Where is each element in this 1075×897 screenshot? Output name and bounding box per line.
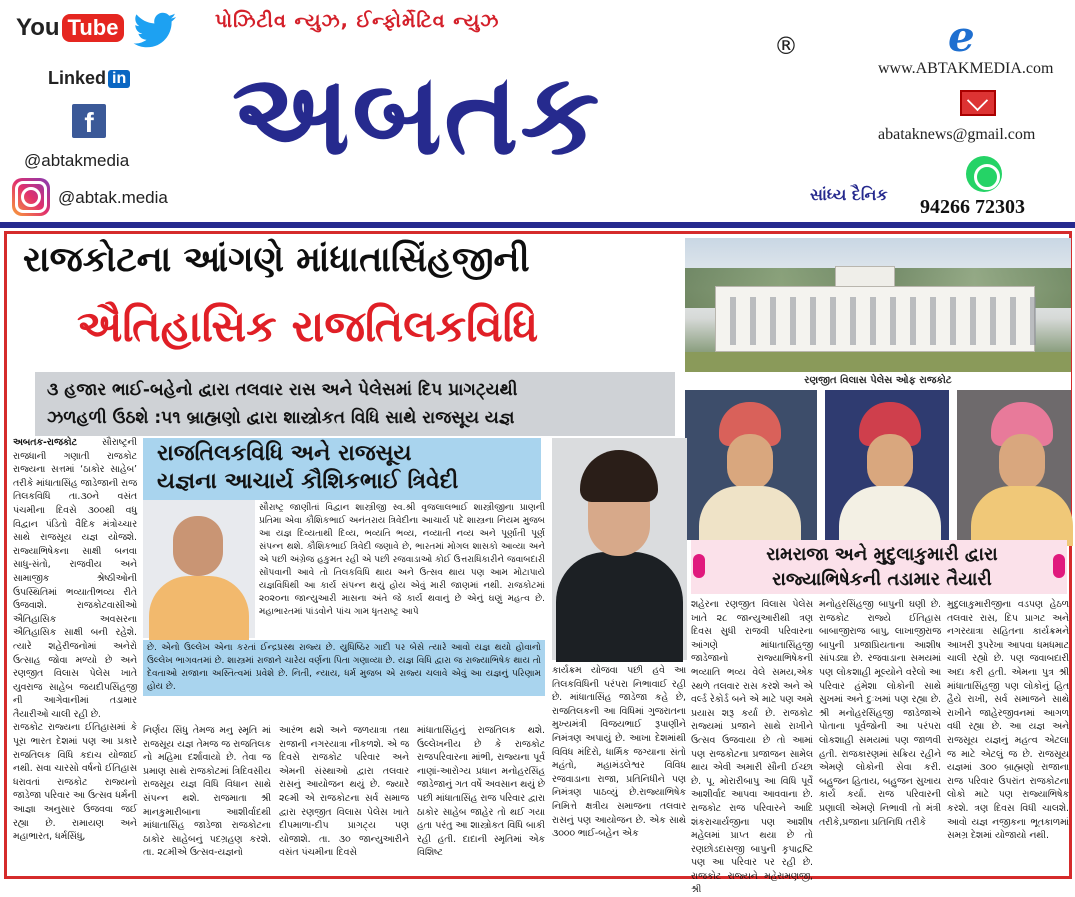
masthead-divider [0, 222, 1075, 228]
subhead-1-line-1: રાજતિલકવિધિ અને રાજસૂય [157, 441, 412, 466]
twitter-icon[interactable] [132, 12, 178, 52]
edition-label: સાંધ્ય દૈનિક [810, 185, 888, 204]
portrait-photo-1 [685, 390, 817, 540]
subhead-2-line-2: રાજ્યાભિષેકની તડામાર તૈયારી [772, 569, 992, 590]
subhead-2-line-1: રામરાજા અને મુદુલાકુમારી દ્વારા [766, 544, 998, 565]
photo-palace-building [715, 286, 1035, 352]
column-7: મનોહરસિંહજી બાપુની ઘણી છે. રાજકોટ રાજ્યે ઈતિહાસ બાબાજીરાજ બાપુ, લાખાજીરાજ બાપુની પ્રજાપ્રિયતાના આશીષ સાંપડ્યા છે. રજવાડાના સમયમાં પણ લોકશાહી મૂલ્યોને વરેલો આ પરિવાર હંમેશા લોકોની સાથે સુખમાં અને દુઃખમાં પણ રહ્યા છે. શ્રી મનોહરસિંહજી જાડેજાએ પોતાના પૂર્વજોની આ પરંપરા લોકશાહી સમયમાં પણ જાળવી હતી. રાજકારણમાં સક્રિય રહીને એમણે લોકોની સેવા કરી. બહુજન હિતાય, બહુજન સુખાય કાર્ય કર્યા. રાજ પરિવારની પ્રણાલી એમણે નિભાવી તો મંત્રી તરીકે,પ્રજાના પ્રતિનિધિ તરીકે [819, 599, 941, 828]
mail-icon [960, 90, 996, 116]
bullet-left [693, 554, 705, 578]
column-1a-text: સૌરાષ્ટ્રની રાજધાની ગણાતી રાજકોટ રાજ્યના સત્તમાં ‘ઠાકોર સાહેબ’ તરીકે માંધાતાસિંહ જાડેજાની રાજ તિલકવિધિ તા.૩૦ને વસંત પંચમીના દિવસે ૩૦૦થી વધુ વિદ્વાન પંડિતો વૈદિક મંત્રોચ્ચાર સાથે રાજસૂય યજ્ઞ યોજશે. રાજ્યાભિષેકના સાક્ષી બનવા સાધુ-સંતો, રાજવીય અને સામાજીક શ્રેષ્ઠીઓની ઉપસ્થિતિમાં ભવ્યાતીભવ્ય રીતે ઉજવાશે. રાજકોટવાસીઓ ઐતિહાસિક અવસરના ઐતિહાસિક સાક્ષી બની રહેશે. ત્યારે શહેરીજનોમાં અનેરો ઉત્સાહ જોવા મળ્યો છે અને રણજીત વિલાસ પેલેસ ખાતે યુવરાજ સાહેબ જયદીપસિંહજી ની આગેવાનીમાં તડામાર તૈયારીઓ ચાલી રહી છે. [13, 437, 137, 720]
email-link[interactable]: abataknews@gmail.com [878, 126, 1036, 143]
instagram-handle[interactable]: @abtak.media [58, 188, 168, 207]
portrait-photo-3 [957, 390, 1071, 540]
deck-line-1: ૩ હજાર ભાઈ-બહેનો દ્વારા તલવાર રાસ અને પેલેસમાં દિપ પ્રાગટ્યથી [47, 380, 518, 400]
column-5: કાર્યક્રમ યોજવા પછી હવે આ તિલકવિધિની પરંપરા નિભાવાઈ રહી છે. માંધાતાસિંહ જાડેજા કહે છે, રાજતિલકની આ વિધિમાં ગુજરાતના મુખ્યમંત્રી વિજયભાઈ રૂપાણીને નિમંત્રણ અપાયું છે. આખા દેશમાંથી વિવિધ મંદિરો, ધાર્મિક જગ્યાના સંતો મહંતો, મહામંડલેશ્વર વિવિધ રજવાડાના રાજા, પ્રતિનિધીને પણ નિમંત્રણ પાઠવ્યું છે.રાજ્યાભિષેક નિમિત્તે ક્ષત્રીય સમાજના તલવાર રાસનું પણ આયોજન છે. એક સાથે ૩૦૦૦ ભાઈ-બહેન એક [552, 665, 686, 840]
phone-number[interactable]: 94266 72303 [920, 196, 1025, 218]
expert-body-text: સૌરાષ્ટ્ર જાણીતાં વિદ્વાન શાસ્ત્રીજી સ્વ.શ્રી વૃજલાલભાઈ શાસ્ત્રીજીના પ્રાણની પ્રતિમા એવા કૌશિકભાઈ અનંતરાય ત્રિવેદીના આચાર્ય પદે શાસ્ત્રના નિયમ મુજબ આ યજ્ઞ દિવ્યતાથી દિવ્ય, ભવ્યતિ ભવ્ય, નવ્યાતી નવ્ય અને પૂર્ણાતી પૂર્ણ સંપન્ન થશે. કૌશિકભાઈ ત્રિવેદી જણાવે છે, ભારતમાં મોગલ શાસકો આવ્યા અને એ પછી અંગ્રેજ હકુમત રહી એ પછી રજવાડાઓ કોઈ ઉત્તરાધિકારીને જવાબદારી સોંપવાની આવે તો તિલકવિધિ થાય અને ઉત્સવ થાય પણ આમ મોટાપાયે યજ્ઞવિધિથી આ કાર્ય સંપન્ન થયું હોય એવું મારી જાણમાં નથી. રાજકોટમાં ૨૦૨૦ના જાન્યુઆરી માસના અંતે જે કાર્ય થવાનું છે એનું ઘણું મહત્વ છે. મહાભારતમાં પાંડવોને પાંચ ગામ ધૃતરાષ્ટ્ર આપે [259, 503, 545, 617]
headline-secondary: ઐતિહાસિક રાજતિલકવિધિ [77, 302, 539, 352]
headline-primary: રાજકોટના આંગણે માંધાતાસિંહજીની [23, 240, 530, 280]
deck-box [35, 372, 675, 436]
linkedin-text: Linked [48, 68, 107, 88]
palace-photo [685, 238, 1071, 372]
deck-line-2: ઝળહળી ઉઠશે :૫૧ બ્રાહ્મણો દ્વારા શાસ્ત્રોકત વિધિ સાથે રાજસૂય યજ્ઞ [47, 408, 515, 428]
young-man-photo [552, 438, 687, 660]
column-6: શહેરના રણજીત વિલાસ પેલેસ ખાતે ૨૮ જાન્યુઆરીથી ત્રણ દિવસ સુધી રાજવી પરિવારના આંગણે માંધાતાસિંહજી જાડેજાનો રાજ્યાભિષેકની ભવ્યાતિ ભવ્ય વેલે સમય,એક સ્થળે તલવાર રાસ કરશે અને એ વર્લ્ડ રેકોર્ડ બને એ માટે પણ અમે પ્રયાસ શરૂ કર્યા છે. રાજકોટ રાજ્યમાં પ્રજાને સાથે રાખીને ઉત્સવ ઉજવાયા છે તો આમાં પણ રાજકોટના પ્રજાજન સામેલ થાય એવી અમારી સૌની ઈચ્છા છે. પૂ. મોરારીબાપુ આ વિધિ પૂર્વે આશીર્વાદ આપવા આવવાના છે. રાજકોટ રાજ પરિવારને આદિ શંકરાચાર્યજીના પણ આશીષ મહેલમાં પ્રાપ્ત થયા છે તો રણછોડદાસજી બાપુની કૃપાદ્રષ્ટિ પણ આ પરિવાર પર રહી છે. રાજકોટ રાજ્યને મહેરામણજી, શ્રી [691, 599, 813, 896]
youtube-tube-text: Tube [62, 14, 125, 42]
youtube-you-text: You [16, 14, 60, 41]
portrait-photo-2 [825, 390, 949, 540]
subhead-1-line-2: યજ્ઞના આચાર્ય કૌશિકભાઈ ત્રિવેદી [157, 469, 459, 494]
expert-photo [143, 500, 255, 638]
facebook-icon[interactable]: f [72, 104, 106, 138]
newspaper-logo: અબતક [232, 50, 602, 180]
expert-body-text-wide: છે. એનો ઉલ્લેખ એના કરતાં ઈન્દ્રપ્રસ્થ રાજ્ય છે. યુધિષ્ઠિર ગાદી પર બેસે ત્યારે આવો યજ્ઞ થયો હોવાનો ઉલ્લેખ ભાગવતમાં છે. શાસ્ત્રમાં રાજાને ચારેય વર્ણના પિતા ગણાવ્યા છે. યજ્ઞ વિધિ દ્વારા જ રાજ્યાભિષેક થાય તો દેવતાઓ રાજાના અસ્તિત્વમાં પ્રવેશે છે. નિતી, ન્યાય, ધર્મ મુજબ એ રાજ્ય ચલાવે એવું આ યજ્ઞનું પરિણામ હોય છે. [143, 640, 545, 696]
masthead [0, 0, 1075, 222]
website-link[interactable]: www.ABTAKMEDIA.com [878, 60, 1054, 77]
dateline: અબતક-રાજકોટ [13, 437, 78, 448]
column-1b-text: રાજકોટ રાજ્યના ઈતિહાસમાં કે પૂરા ભારત દેશમાં પણ આ પ્રકારે રાજતિલક વિધિ કદાચ યોજાઈ નથી. સવા ચારસો વર્ષનો ઈતિહાસ ધરાવતાં રાજકોટ રાજ્યનો જાડેજા પરિવાર આ ઉત્સવ ધર્મની આજ્ઞા અનુસાર ઉજવવા જઈ રહ્યા છે. રામાયણ અને મહાભારત, ધર્મસિંધુ, [13, 722, 137, 843]
column-3: આરંભ થશે અને જળયાત્રા તથા રાજાની નગરયાત્રા નીકળશે. એ જ દિવસે રાજકોટ પરિવાર અને એમની સંસ્થાઓ દ્વારા તલવાર રાસનું આયોજન થયું છે. જ્યારે ૨૯મી એ રાજકોટના સર્વ સમાજ દ્વારા રણજીત વિલાસ પેલેસ ખાતે દીપમાળા-દીપ પ્રાગટ્ય પણ યોજાશે. તા. ૩૦ જાન્યુઆરીને વસંત પંચમીના દિવસે [279, 725, 409, 859]
whatsapp-icon [966, 156, 1002, 192]
internet-explorer-icon: e [948, 12, 975, 61]
photo-lawn [685, 352, 1071, 372]
social-links [10, 8, 210, 218]
palace-photo-caption: રણજીત વિલાસ પેલેસ ઓફ રાજકોટ [685, 372, 1071, 390]
facebook-handle[interactable]: @abtakmedia [24, 151, 130, 170]
contact-info [870, 8, 1070, 218]
column-8: મુદુલાકુમારીજીના વડપણ હેઠળ તલવાર રાસ, દિપ પ્રાગટ અને નગરયાત્રા સહિતના કાર્યક્રમને આખરી રૂપરેખા આપવા ધમધમાટ ચાલી રહ્યો છે. પણ જવાબદારી અદા કરી હતી. એમના પુત્ર શ્રી માંધાતાસિંહજી પણ લોકોનું હિત હૈયે રાખી, સર્વ સમાજને સાથે રાખીને જાહેરજીવનમાં આગળ વધી રહ્યા છે. આ યજ્ઞ અને રાજસૂય યજ્ઞનું મહત્વ એટલા જ માટે એટલું જ છે. રાજસૂય યજ્ઞમાં ૩૦૦ બ્રાહ્મણો રાજાના રાજ પરિવાર ઉપરાંત રાજકોટના લોકો માટે પણ રાજ્યાભિષેક કરશે. ત્રણ દિવસ વિધી ચાલશે. આવો યજ્ઞ નજીકના ભૂતકાળમાં સમગ્ર દેશમાં યોજાયો નથી. [947, 599, 1069, 842]
linkedin-icon[interactable] [48, 68, 130, 89]
youtube-icon[interactable] [16, 14, 124, 42]
registered-mark: ® [774, 32, 798, 60]
column-2: નિર્ણય સિંધુ તેમજ મનુ સ્મૃતિ માં રાજસૂય યજ્ઞ તેમજ જ રાજતિલક નો મહિમા દર્શાવાયો છે. તેવા જ પ્રમાણ સાથે રાજકોટમાં ત્રિદિવસીય રાજસૂય યજ્ઞ વિધિ વિધાન સાથે સંપન્ન થશે. રાજમાતા શ્રી માનકુમારીબાના આશીર્વાદથી માંધાતાસિંહ જાડેજા રાજકોટના ઠાકોર સાહેબનું પદગ્રહણ કરશે. તા. ૨૮મીએ ઉત્સવ-યજ્ઞનો [143, 725, 271, 859]
article [4, 231, 1072, 896]
column-4: માંધાતાસિંહનું રાજતિલક થશે. ઉલ્લેખનીય છે કે રાજકોટ રાજપરિવારના માંભી, રાજ્યના પૂર્વ નાણાં-આરોગ્ય પ્રધાન મનોહરસિંહ જાડેજાનું ગત વર્ષે અવસાન થયું છે પછી માંધાતાસિંહ રાજ પરિવાર દ્વારા ઠાકોર સાહેબ જાહેર તો થઈ ગયા હતા પરંતુ આ શાસ્ત્રોકત વિધિ બાકી રહી હતી. દાદાની સ્મૃતિમાં એક વિશિષ્ટ [417, 725, 545, 859]
linkedin-in-text: in [108, 70, 130, 88]
instagram-icon[interactable] [12, 178, 50, 216]
column-1 [13, 436, 137, 876]
tagline: પોઝિટીવ ન્યુઝ, ઈન્ફોર્મેટિવ ન્યુઝ [215, 10, 500, 32]
